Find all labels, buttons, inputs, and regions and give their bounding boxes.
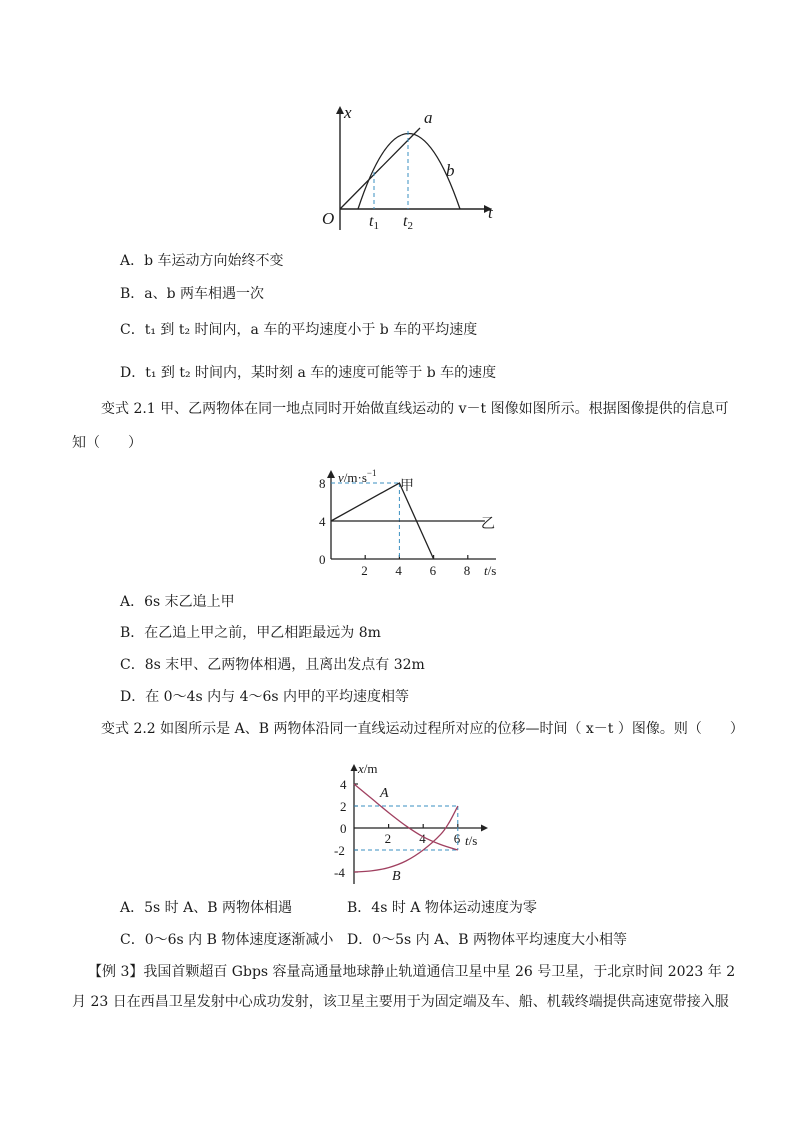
var22-option-c: C．0～6s 内 B 物体速度逐渐减小 — [120, 932, 334, 948]
var21-x-tick-label: 8 — [463, 563, 471, 578]
var21-stem-line1: 变式 2.1 甲、乙两物体在同一地点同时开始做直线运动的 v－t 图像如图所示。根据图像提供的信息可 — [101, 401, 729, 417]
var22-y-tick-label: -4 — [334, 865, 345, 880]
fig1-t-label: t — [488, 203, 493, 222]
var22-option-a: A．5s 时 A、B 两物体相遇 — [120, 900, 292, 916]
q1-option-b: B．a、b 两车相遇一次 — [120, 286, 265, 302]
fig1-curve-b-label: b — [446, 161, 455, 180]
var21-y-tick-label: 8 — [319, 476, 326, 491]
var21-option-c: C．8s 末甲、乙两物体相遇，且离出发点有 32m — [120, 657, 425, 673]
var22-y-axis-label: x/m — [358, 761, 378, 776]
var22-x-axis-label: t/s — [465, 833, 478, 848]
q1-option-a: A．b 车运动方向始终不变 — [120, 253, 284, 269]
var22-option-b: B．4s 时 A 物体运动速度为零 — [347, 900, 537, 916]
var22-series-a-label: A — [380, 786, 389, 801]
var21-series-yi-label: 乙 — [481, 517, 495, 532]
var21-y-tick-label: 0 — [319, 552, 326, 567]
var22-y-tick-label: 0 — [340, 821, 347, 836]
ex3-line2: 月 23 日在西昌卫星发射中心成功发射，该卫星主要用于为固定端及车、船、机载终端提供高速宽带接入服 — [72, 994, 729, 1010]
var22-x-tick-label: 6 — [453, 831, 461, 846]
var22-x-tick-label: 4 — [419, 831, 426, 846]
var22-option-d: D．0～5s 内 A、B 两物体平均速度大小相等 — [347, 932, 627, 948]
q1-option-d: D．t₁ 到 t₂ 时间内，某时刻 a 车的速度可能等于 b 车的速度 — [120, 365, 497, 381]
var22-y-arrow — [351, 764, 358, 771]
var21-option-b: B．在乙追上甲之前，甲乙相距最远为 8m — [120, 625, 381, 641]
var21-option-a: A．6s 末乙追上甲 — [120, 594, 235, 610]
var22-y-tick-label: 2 — [340, 799, 347, 814]
fig1-t2-label: t2 — [403, 213, 413, 232]
var22-y-tick-label: -2 — [334, 843, 345, 858]
var22-series-a-curve — [354, 784, 458, 850]
fig1-t1-label: t1 — [369, 213, 379, 232]
var22-series-b-curve — [354, 806, 458, 872]
var21-y-tick-label: 4 — [319, 514, 326, 529]
var21-x-tick-label: 4 — [395, 563, 402, 578]
fig1-x-label: x — [344, 103, 352, 122]
var21-series-jia-label: 甲 — [400, 479, 414, 494]
var22-stem: 变式 2.2 如图所示是 A、B 两物体沿同一直线运动过程所对应的位移—时间（ x－t ）图像。则（ ） — [101, 721, 744, 737]
var22-series-b-label: B — [392, 869, 401, 884]
var21-x-tick-label: 6 — [429, 563, 437, 578]
var22-x-tick-label: 2 — [384, 831, 392, 846]
fig1-curve-a-label: a — [424, 108, 433, 127]
ex3-line1: 【例 3】我国首颗超百 Gbps 容量高通量地球静止轨道通信卫星中星 26 号卫星，于北京时间 2023 年 2 — [88, 964, 736, 980]
var21-option-d: D．在 0～4s 内与 4～6s 内甲的平均速度相等 — [120, 689, 410, 705]
var21-x-tick-label: 2 — [361, 563, 368, 578]
var21-stem-line2: 知（ ） — [72, 435, 142, 451]
q1-option-c: C．t₁ 到 t₂ 时间内，a 车的平均速度小于 b 车的平均速度 — [120, 322, 478, 338]
fig1-origin-label: O — [322, 209, 335, 228]
var21-x-axis-label: t/s — [484, 563, 497, 578]
var21-y-axis-label: $v/m\cdot s^{-1}$ — [338, 468, 377, 485]
var22-x-arrow — [481, 825, 488, 832]
var22-y-tick-label: 4 — [340, 777, 347, 792]
